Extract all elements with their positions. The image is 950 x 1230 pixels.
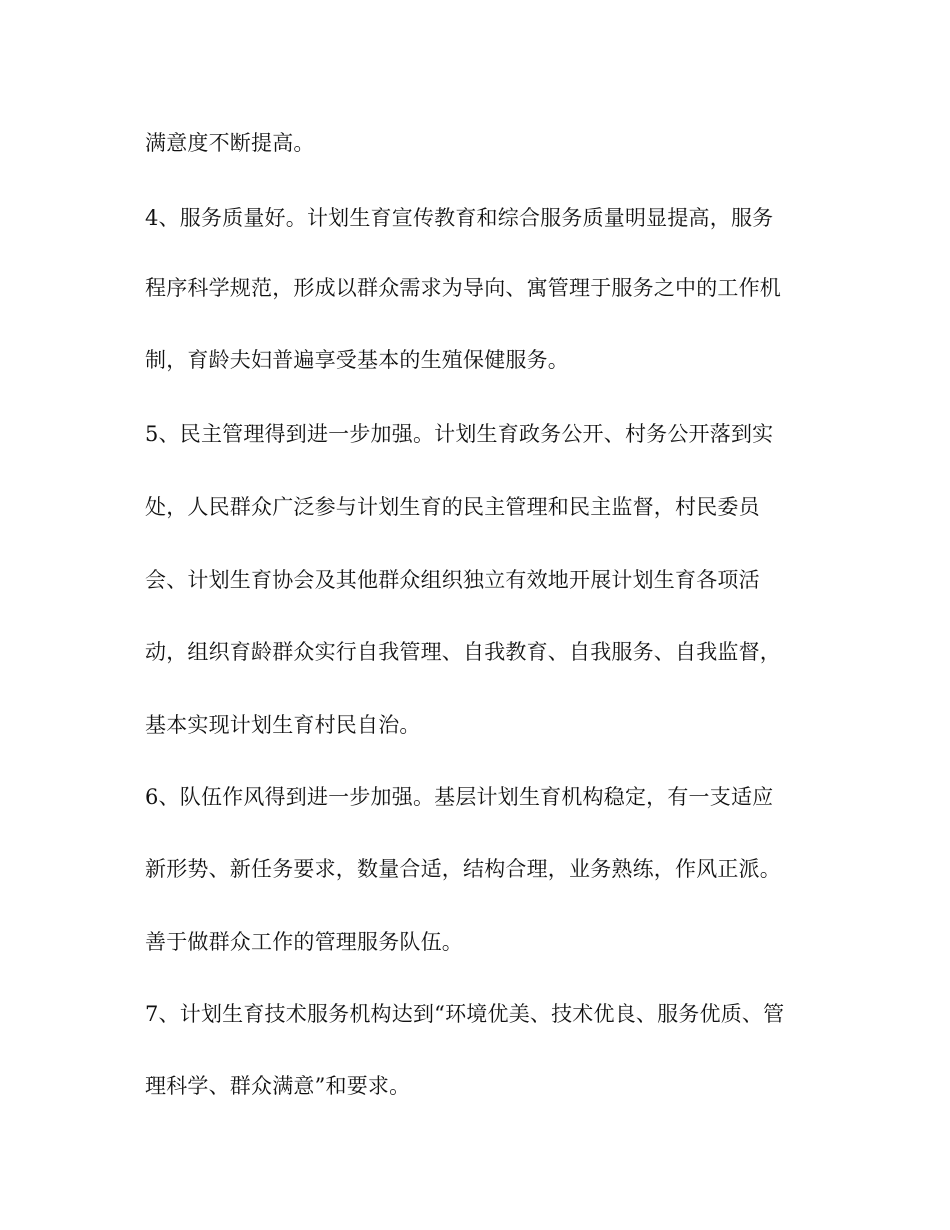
text-line: 会、计划生育协会及其他群众组织独立有效地开展计划生育各项活 [145,568,760,592]
text-line: 7、计划生育技术服务机构达到“环境优美、技术优良、服务优质、管 [145,1002,785,1026]
text-line: 基本实现计划生育村民自治。 [145,713,421,737]
text-line: 4、服务质量好。计划生育宣传教育和综合服务质量明显提高，服务 [145,206,774,230]
text-line: 处，人民群众广泛参与计划生育的民主管理和民主监督，村民委员 [145,495,760,519]
text-line: 理科学、群众满意”和要求。 [145,1074,411,1098]
text-line: 制，育龄夫妇普遍享受基本的生殖保健服务。 [145,348,569,372]
text-line: 动，组织育龄群众实行自我管理、自我教育、自我服务、自我监督， [145,640,781,664]
text-line: 善于做群众工作的管理服务队伍。 [145,930,463,954]
text-line: 新形势、新任务要求，数量合适，结构合理，业务熟练，作风正派。 [145,857,781,881]
text-line: 6、队伍作风得到进一步加强。基层计划生育机构稳定，有一支适应 [145,785,774,809]
text-line: 程序科学规范，形成以群众需求为导向、寓管理于服务之中的工作机 [145,276,781,300]
text-line: 满意度不断提高。 [145,131,315,155]
text-line: 5、民主管理得到进一步加强。计划生育政务公开、村务公开落到实 [145,422,774,446]
